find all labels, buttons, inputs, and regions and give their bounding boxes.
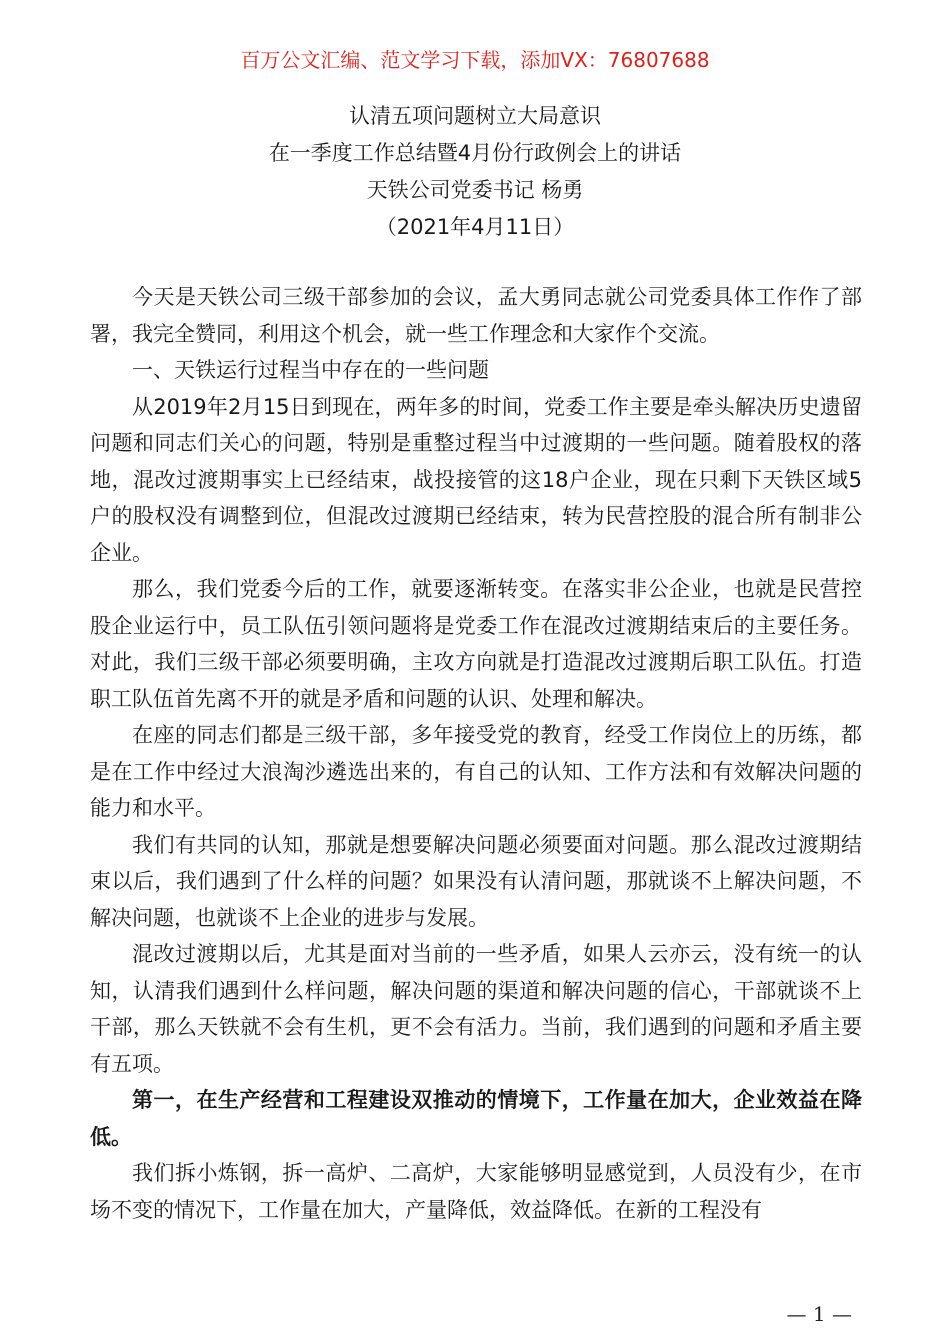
- document-subtitle: 在一季度工作总结暨4月份行政例会上的讲话: [268, 141, 682, 165]
- paragraph: 混改过渡期以后，尤其是面对当前的一些矛盾，如果人云亦云，没有统一的认知，认清我们遇到什么样问题，解决问题的渠道和解决问题的信心，干部就谈不上干部，那么天铁就不会有生机，更不会有活力。当前，我们遇到的问题和矛盾主要有五项。: [90, 942, 862, 1076]
- paragraph: 我们拆小炼钢，拆一高炉、二高炉，大家能够明显感觉到，人员没有少，在市场不变的情况下，工作量在加大，产量降低，效益降低。在新的工程没有: [90, 1161, 862, 1222]
- paragraph: 今天是天铁公司三级干部参加的会议，孟大勇同志就公司党委具体工作作了部署，我完全赞同，利用这个机会，就一些工作理念和大家作个交流。: [90, 285, 862, 346]
- document-body: [90, 279, 862, 1228]
- paragraph: 那么，我们党委今后的工作，就要逐渐转变。在落实非公企业，也就是民营控股企业运行中，员工队伍引领问题将是党委工作在混改过渡期结束后的主要任务。对此，我们三级干部必须要明确，主攻方向就是打造混改过渡期后职工队伍。打造职工队伍首先离不开的就是矛盾和问题的认识、处理和解决。: [90, 577, 862, 711]
- bold-subheading: 第一，在生产经营和工程建设双推动的情境下，工作量在加大，企业效益在降低。: [90, 1088, 862, 1149]
- section-heading: 一、天铁运行过程当中存在的一些问题: [132, 358, 489, 382]
- header-notice: 百万公文汇编、范文学习下载，添加VX：76807688: [240, 48, 710, 72]
- document-title: 认清五项问题树立大局意识: [349, 104, 601, 128]
- paragraph: 我们有共同的认知，那就是想要解决问题必须要面对问题。那么混改过渡期结束以后，我们遇到了什么样的问题？如果没有认清问题，那就谈不上解决问题，不解决问题，也就谈不上企业的进步与发展。: [90, 832, 862, 930]
- document-date: （2021年4月11日）: [375, 215, 575, 239]
- page-number: — 1 —: [786, 1302, 852, 1326]
- title-block: [0, 98, 950, 246]
- paragraph: 从2019年2月15日到现在，两年多的时间，党委工作主要是牵头解决历史遗留问题和同志们关心的问题，特别是重整过程当中过渡期的一些问题。随着股权的落地，混改过渡期事实上已经结束，战投接管的这18户企业，现在只剩下天铁区域5户的股权没有调整到位，但混改过渡期已经结束，转为民营控股的混合所有制非公企业。: [90, 394, 862, 565]
- document-author: 天铁公司党委书记 杨勇: [366, 178, 584, 202]
- paragraph: 在座的同志们都是三级干部，多年接受党的教育，经受工作岗位上的历练，都是在工作中经过大浪淘沙遴选出来的，有自己的认知、工作方法和有效解决问题的能力和水平。: [90, 723, 862, 820]
